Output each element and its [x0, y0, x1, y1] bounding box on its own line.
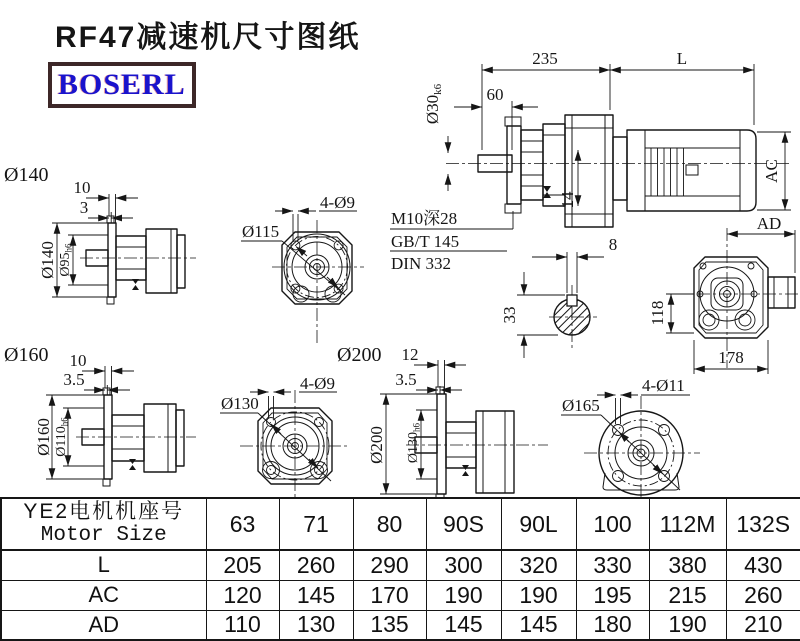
- flange200-label: Ø200: [337, 344, 382, 366]
- motor-size-column: 90S: [426, 498, 501, 550]
- table-header-cell: [1, 498, 206, 550]
- table-header-row: [1, 498, 800, 550]
- page-title: RF47减速机尺寸图纸: [55, 21, 361, 54]
- key-height: 33: [500, 306, 519, 324]
- front165-holes: 4-Ø11: [642, 376, 685, 395]
- table-row: [1, 550, 800, 580]
- shaft-dia-value: Ø30: [423, 94, 442, 125]
- dim-motor-length: L: [676, 49, 688, 68]
- flange140-spigot-value: Ø95: [58, 252, 73, 277]
- rear-dim-width: 178: [718, 348, 744, 367]
- motor-size-column: 63: [206, 498, 279, 550]
- key-width: 8: [608, 235, 618, 254]
- flange200-dia: Ø200: [367, 426, 386, 464]
- dim-value-cell: 205: [206, 550, 279, 580]
- dim-value-cell: 190: [501, 580, 576, 610]
- flange160-spigot-fit: h6: [59, 417, 70, 427]
- flange160-step: 3.5: [63, 370, 85, 389]
- dim-shaft-length: 60: [486, 85, 504, 104]
- flange140-thickness: 10: [73, 178, 91, 197]
- motor-size-column: 71: [279, 498, 353, 550]
- dim-value-cell: 135: [353, 610, 426, 640]
- flange160-spigot: [54, 417, 70, 457]
- flange140-label: Ø140: [4, 164, 49, 186]
- dim-value-cell: 190: [426, 580, 501, 610]
- view-front165: [561, 376, 700, 497]
- motor-size-column: 100: [576, 498, 649, 550]
- dim-value-cell: 120: [206, 580, 279, 610]
- dim-value-cell: 430: [726, 550, 800, 580]
- flange200-step: 3.5: [395, 370, 417, 389]
- motor-size-table: [0, 497, 800, 641]
- view-main-side: [423, 49, 791, 227]
- table-row: [1, 580, 800, 610]
- front165-bolt-circle: Ø165: [562, 396, 600, 415]
- dim-value-cell: 130: [279, 610, 353, 640]
- tap-note-line2: GB/T 145: [391, 232, 460, 251]
- tap-note-line1: M10深28: [391, 209, 458, 228]
- dim-value-cell: 260: [279, 550, 353, 580]
- flange200-thickness: 12: [401, 345, 419, 364]
- rear-dim-center: 118: [648, 300, 667, 326]
- dim-value-cell: 260: [726, 580, 800, 610]
- view-key-section: [500, 235, 617, 358]
- view-front115: [241, 193, 364, 345]
- view-rear: [648, 214, 800, 374]
- motor-size-column: 80: [353, 498, 426, 550]
- rear-dim-ad: AD: [756, 214, 782, 233]
- flange140-spigot: [58, 243, 74, 277]
- shaft-dia-label: [423, 83, 444, 124]
- dim-value-cell: 110: [206, 610, 279, 640]
- dim-value-cell: 145: [426, 610, 501, 640]
- motor-size-column: 112M: [649, 498, 726, 550]
- dim-value-cell: 145: [501, 610, 576, 640]
- flange200-spigot: [406, 422, 422, 463]
- table-row: [1, 610, 800, 640]
- flange160-label: Ø160: [4, 344, 49, 366]
- shaft-dia-fit: k6: [432, 83, 444, 95]
- motor-size-header-cn: YE2电机机座号: [23, 499, 185, 523]
- dim-inner: 14: [558, 191, 577, 209]
- flange160-spigot-value: Ø110: [54, 426, 69, 457]
- dim-value-cell: 195: [576, 580, 649, 610]
- motor-size-column: 90L: [501, 498, 576, 550]
- front130-bolt-circle: Ø130: [221, 394, 259, 413]
- flange200-spigot-value: Ø130: [406, 431, 421, 464]
- flange160-dia: Ø160: [34, 418, 53, 456]
- view-flange140-side: [4, 164, 196, 304]
- dim-row-label: AD: [1, 610, 206, 640]
- front115-bolt-circle: Ø115: [242, 222, 280, 241]
- dim-value-cell: 145: [279, 580, 353, 610]
- logo-text: BOSERL: [58, 68, 186, 101]
- dim-value-cell: 215: [649, 580, 726, 610]
- motor-size-column: 132S: [726, 498, 800, 550]
- tap-note: [390, 209, 513, 273]
- flange160-thickness: 10: [69, 351, 87, 370]
- front130-holes: 4-Ø9: [300, 374, 335, 393]
- view-front130: [220, 374, 350, 497]
- flange140-step: 3: [79, 198, 89, 217]
- dim-value-cell: 300: [426, 550, 501, 580]
- dim-motor-height: AC: [762, 159, 781, 183]
- view-flange160-side: [4, 344, 196, 486]
- dim-value-cell: 190: [649, 610, 726, 640]
- tap-note-line3: DIN 332: [391, 254, 451, 273]
- flange140-dia: Ø140: [38, 241, 57, 279]
- view-flange200-side: [337, 344, 548, 497]
- dim-value-cell: 380: [649, 550, 726, 580]
- flange200-spigot-fit: h6: [411, 422, 422, 432]
- dim-value-cell: 290: [353, 550, 426, 580]
- dim-row-label: AC: [1, 580, 206, 610]
- dim-value-cell: 320: [501, 550, 576, 580]
- dim-value-cell: 210: [726, 610, 800, 640]
- flange140-spigot-fit: h6: [63, 243, 74, 253]
- front115-holes: 4-Ø9: [320, 193, 355, 212]
- dim-value-cell: 180: [576, 610, 649, 640]
- motor-size-header-en: Motor Size: [40, 524, 167, 547]
- dim-gear-length: 235: [532, 49, 558, 68]
- dim-row-label: L: [1, 550, 206, 580]
- dim-value-cell: 330: [576, 550, 649, 580]
- dim-value-cell: 170: [353, 580, 426, 610]
